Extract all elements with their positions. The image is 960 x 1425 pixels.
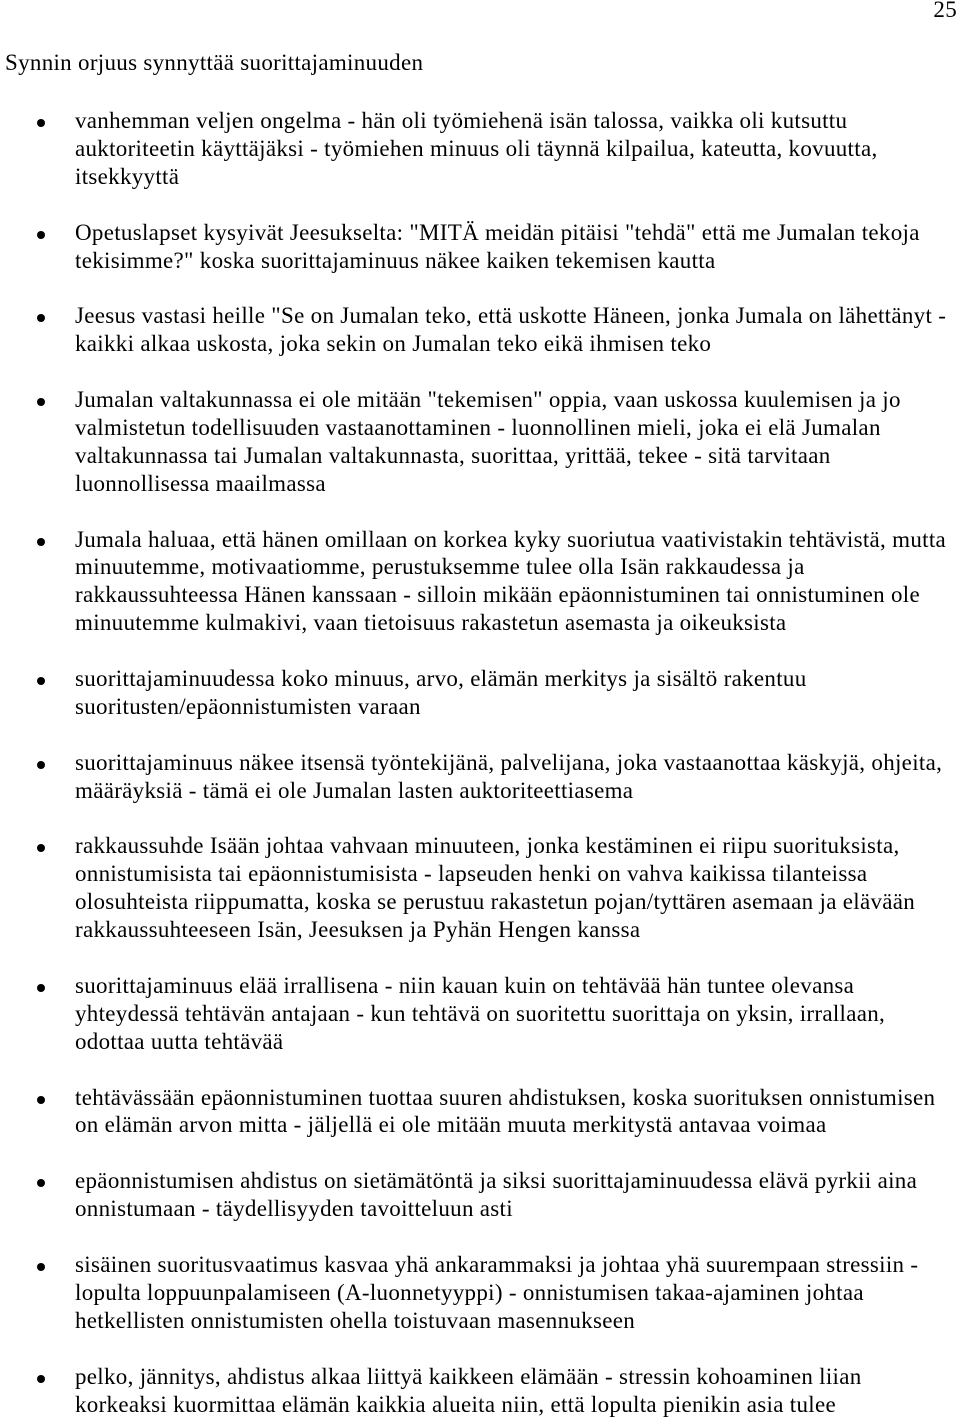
list-item-line: sisäinen suoritusvaatimus kasvaa yhä ankarammaksi ja johtaa yhä suurempaan stressiin - <box>75 1251 919 1277</box>
list-item-line: olosuhteista riippumatta, koska se perustuu rakastetun pojan/tyttären asemaan ja elävään <box>75 889 916 915</box>
list-item <box>0 526 960 638</box>
list-item-line: valmistetun todellisuuden vastaanottaminen - luonnollinen mieli, joka ei elä Jumalan <box>75 414 881 440</box>
list-item-line: Jumala haluaa, että hänen omillaan on korkea kyky suoriutua vaativistakin tehtävistä, mutta <box>75 526 947 552</box>
list-item-line: korkeaksi kuormittaa elämän kaikkia alueita niin, että lopulta pienikin asia tulee <box>75 1391 836 1417</box>
list-item-line: onnistumisista tai epäonnistumisista - lapseuden henki on vahva kaikissa tilanteissa <box>75 861 868 887</box>
list-item <box>0 1084 960 1140</box>
list-item-line: tekisimme?" koska suorittajaminuus näkee kaiken tekemisen kautta <box>75 247 716 273</box>
list-item-line: auktoriteetin käyttäjäksi - työmiehen minuus oli täynnä kilpailua, kateutta, kovuutta, <box>75 135 878 161</box>
bullet-icon <box>37 538 45 546</box>
list-item-line: Opetuslapset kysyivät Jeesukselta: "MITÄ meidän pitäisi "tehdä" että me Jumalan tekoja <box>75 219 920 245</box>
list-item-line: valtakunnassa tai Jumalan valtakunnasta, suorittaa, yrittää, tekee - sitä tarvitaan <box>75 442 831 468</box>
list-item-line: epäonnistumisen ahdistus on sietämätöntä ja siksi suorittajaminuudessa elävä pyrkii aina <box>75 1168 918 1194</box>
list-item-line: suorittajaminuus elää irrallisena - niin kauan kuin on tehtävää hän tuntee olevansa <box>75 972 855 998</box>
list-item <box>0 107 960 191</box>
list-item-line: hetkellisten onnistumisten ohella toistuvaan masennukseen <box>75 1307 636 1333</box>
list-item <box>0 386 960 498</box>
list-item-line: onnistumaan - täydellisyyden tavoitteluun asti <box>75 1196 513 1222</box>
list-item <box>0 302 960 358</box>
bullet-icon <box>37 119 45 127</box>
bullet-icon <box>37 314 45 322</box>
list-item-line: rakkaussuhde Isään johtaa vahvaan minuuteen, jonka kestäminen ei riipu suorituksista, <box>75 833 900 859</box>
list-item <box>0 1251 960 1335</box>
page-number: 25 <box>933 0 957 22</box>
bullet-list <box>0 107 960 1418</box>
bullet-icon <box>37 1096 45 1104</box>
list-item-line: luonnollisessa maailmassa <box>75 470 326 496</box>
list-item <box>0 1363 960 1419</box>
list-item-line: tehtävässään epäonnistuminen tuottaa suuren ahdistuksen, koska suorituksen onnistumisen <box>75 1084 936 1110</box>
list-item-line: kaikki alkaa uskosta, joka sekin on Jumalan teko eikä ihmisen teko <box>75 331 712 357</box>
bullet-icon <box>37 231 45 239</box>
list-item-line: pelko, jännitys, ahdistus alkaa liittyä kaikkeen elämään - stressin kohoaminen liian <box>75 1363 862 1389</box>
list-item <box>0 832 960 944</box>
list-item-line: on elämän arvon mitta - jäljellä ei ole mitään muuta merkitystä antavaa voimaa <box>75 1112 827 1138</box>
list-item-line: Jeesus vastasi heille "Se on Jumalan teko, että uskotte Häneen, jonka Jumala on lähettänyt - <box>75 303 947 329</box>
list-item-line: määräyksiä - tämä ei ole Jumalan lasten auktoriteettiasema <box>75 777 634 803</box>
bullet-icon <box>37 398 45 406</box>
list-item-line: suorittajaminuudessa koko minuus, arvo, elämän merkitys ja sisältö rakentuu <box>75 666 807 692</box>
list-item-line: odottaa uutta tehtävää <box>75 1028 284 1054</box>
list-item-line: rakkaussuhteessa Hänen kanssaan - silloin mikään epäonnistuminen tai onnistuminen ole <box>75 582 921 608</box>
list-item-line: Jumalan valtakunnassa ei ole mitään "tekemisen" oppia, vaan uskossa kuulemisen ja jo <box>75 387 901 413</box>
list-item-line: lopulta loppuunpalamiseen (A-luonnetyyppi) - onnistumisen takaa-ajaminen johtaa <box>75 1279 864 1305</box>
list-item-line: suorittajaminuus näkee itsensä työntekijänä, palvelijana, joka vastaanottaa käskyjä, ohjeita, <box>75 749 943 775</box>
bullet-icon <box>37 1179 45 1187</box>
list-item-line: minuutemme kulmakivi, vaan tietoisuus rakastetun asemasta ja oikeuksista <box>75 610 787 636</box>
list-item <box>0 219 960 275</box>
bullet-icon <box>37 984 45 992</box>
bullet-icon <box>37 844 45 852</box>
list-item-line: yhteydessä tehtävän antajaan - kun tehtävä on suoritettu suorittaja on yksin, irrallaan, <box>75 1000 886 1026</box>
bullet-icon <box>37 1263 45 1271</box>
list-item-line: rakkaussuhteeseen Isän, Jeesuksen ja Pyhän Hengen kanssa <box>75 917 641 943</box>
bullet-icon <box>37 677 45 685</box>
list-item <box>0 749 960 805</box>
list-item <box>0 1167 960 1223</box>
page-title: Synnin orjuus synnyttää suorittajaminuuden <box>5 50 424 75</box>
list-item-line: itsekkyyttä <box>75 163 180 189</box>
list-item <box>0 972 960 1056</box>
bullet-icon <box>37 761 45 769</box>
list-item <box>0 665 960 721</box>
list-item-line: minuutemme, motivaatiomme, perustuksemme tulee olla Isän rakkaudessa ja <box>75 554 805 580</box>
list-item-line: vanhemman veljen ongelma - hän oli työmiehenä isän talossa, vaikka oli kutsuttu <box>75 108 848 133</box>
list-item-line: suoritusten/epäonnistumisten varaan <box>75 693 421 719</box>
bullet-icon <box>37 1375 45 1383</box>
